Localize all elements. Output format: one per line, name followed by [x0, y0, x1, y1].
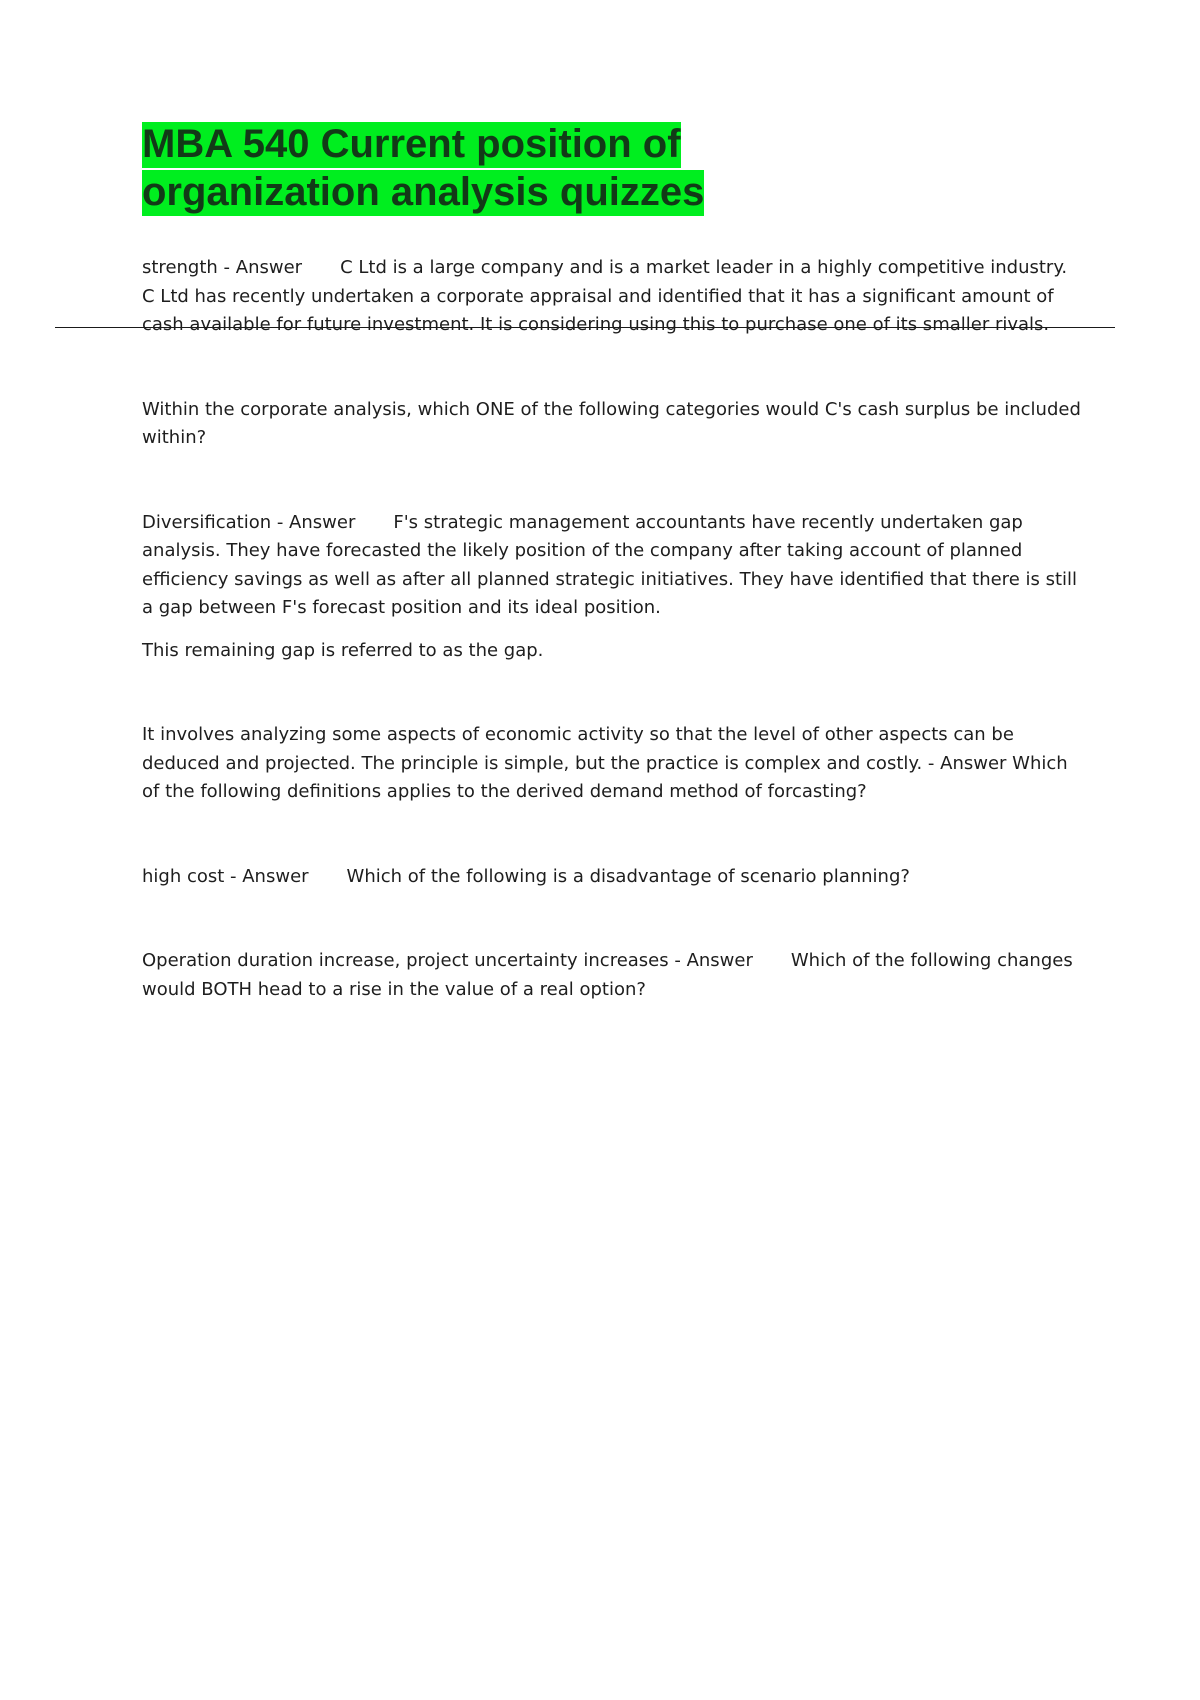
- quiz-item-2-continuation: This remaining gap is referred to as the gap.: [142, 639, 544, 661]
- answer-text: high cost - Answer: [142, 865, 309, 887]
- answer-text: Operation duration increase, project uncertainty increases - Answer: [142, 950, 753, 971]
- quiz-item-2: [142, 509, 1082, 623]
- question-text: F's strategic management accountants have recently undertaken gap analysis. They have forecasted the likely position of the company after taking account of planned efficiency savings as well as after all planned strategic initiatives. They have identified that there is still a gap between F's forecast position and its ideal position.: [142, 511, 1083, 618]
- quiz-item-1-question: Within the corporate analysis, which ONE of the following categories would C's cash surplus be included within?: [142, 398, 1087, 448]
- question-text: C Ltd is a large company and is a market leader in a highly competitive industry. C Ltd has recently undertaken a corporate appraisal and identified that it has a significant amount of cash available for future investment. It is considering using this to purchase one of its smaller rivals.: [142, 257, 1073, 335]
- title-line-2: organization analysis quizzes: [142, 170, 705, 214]
- question-text: Which of the following is a disadvantage of scenario planning?: [346, 865, 910, 887]
- title-line-1: MBA 540 Current position of: [142, 122, 681, 166]
- answer-text: strength - Answer: [142, 257, 303, 278]
- answer-text: Diversification - Answer: [142, 511, 356, 533]
- quiz-item-1: [142, 254, 1082, 340]
- quiz-item-4: [142, 863, 1082, 892]
- question-text: Which of the following changes would BOTH head to a rise in the value of a real option?: [142, 950, 1079, 1000]
- page-title: [142, 120, 1042, 216]
- quiz-item-5: [142, 947, 1082, 1004]
- title-block: [142, 120, 1042, 216]
- document-body: [142, 254, 1087, 1004]
- quiz-item-3: It involves analyzing some aspects of economic activity so that the level of other aspects can be deduced and projected. The principle is simple, but the practice is complex and costly. - Answer Which of the following definitions applies to the derived demand method of forcasting?: [142, 724, 1074, 802]
